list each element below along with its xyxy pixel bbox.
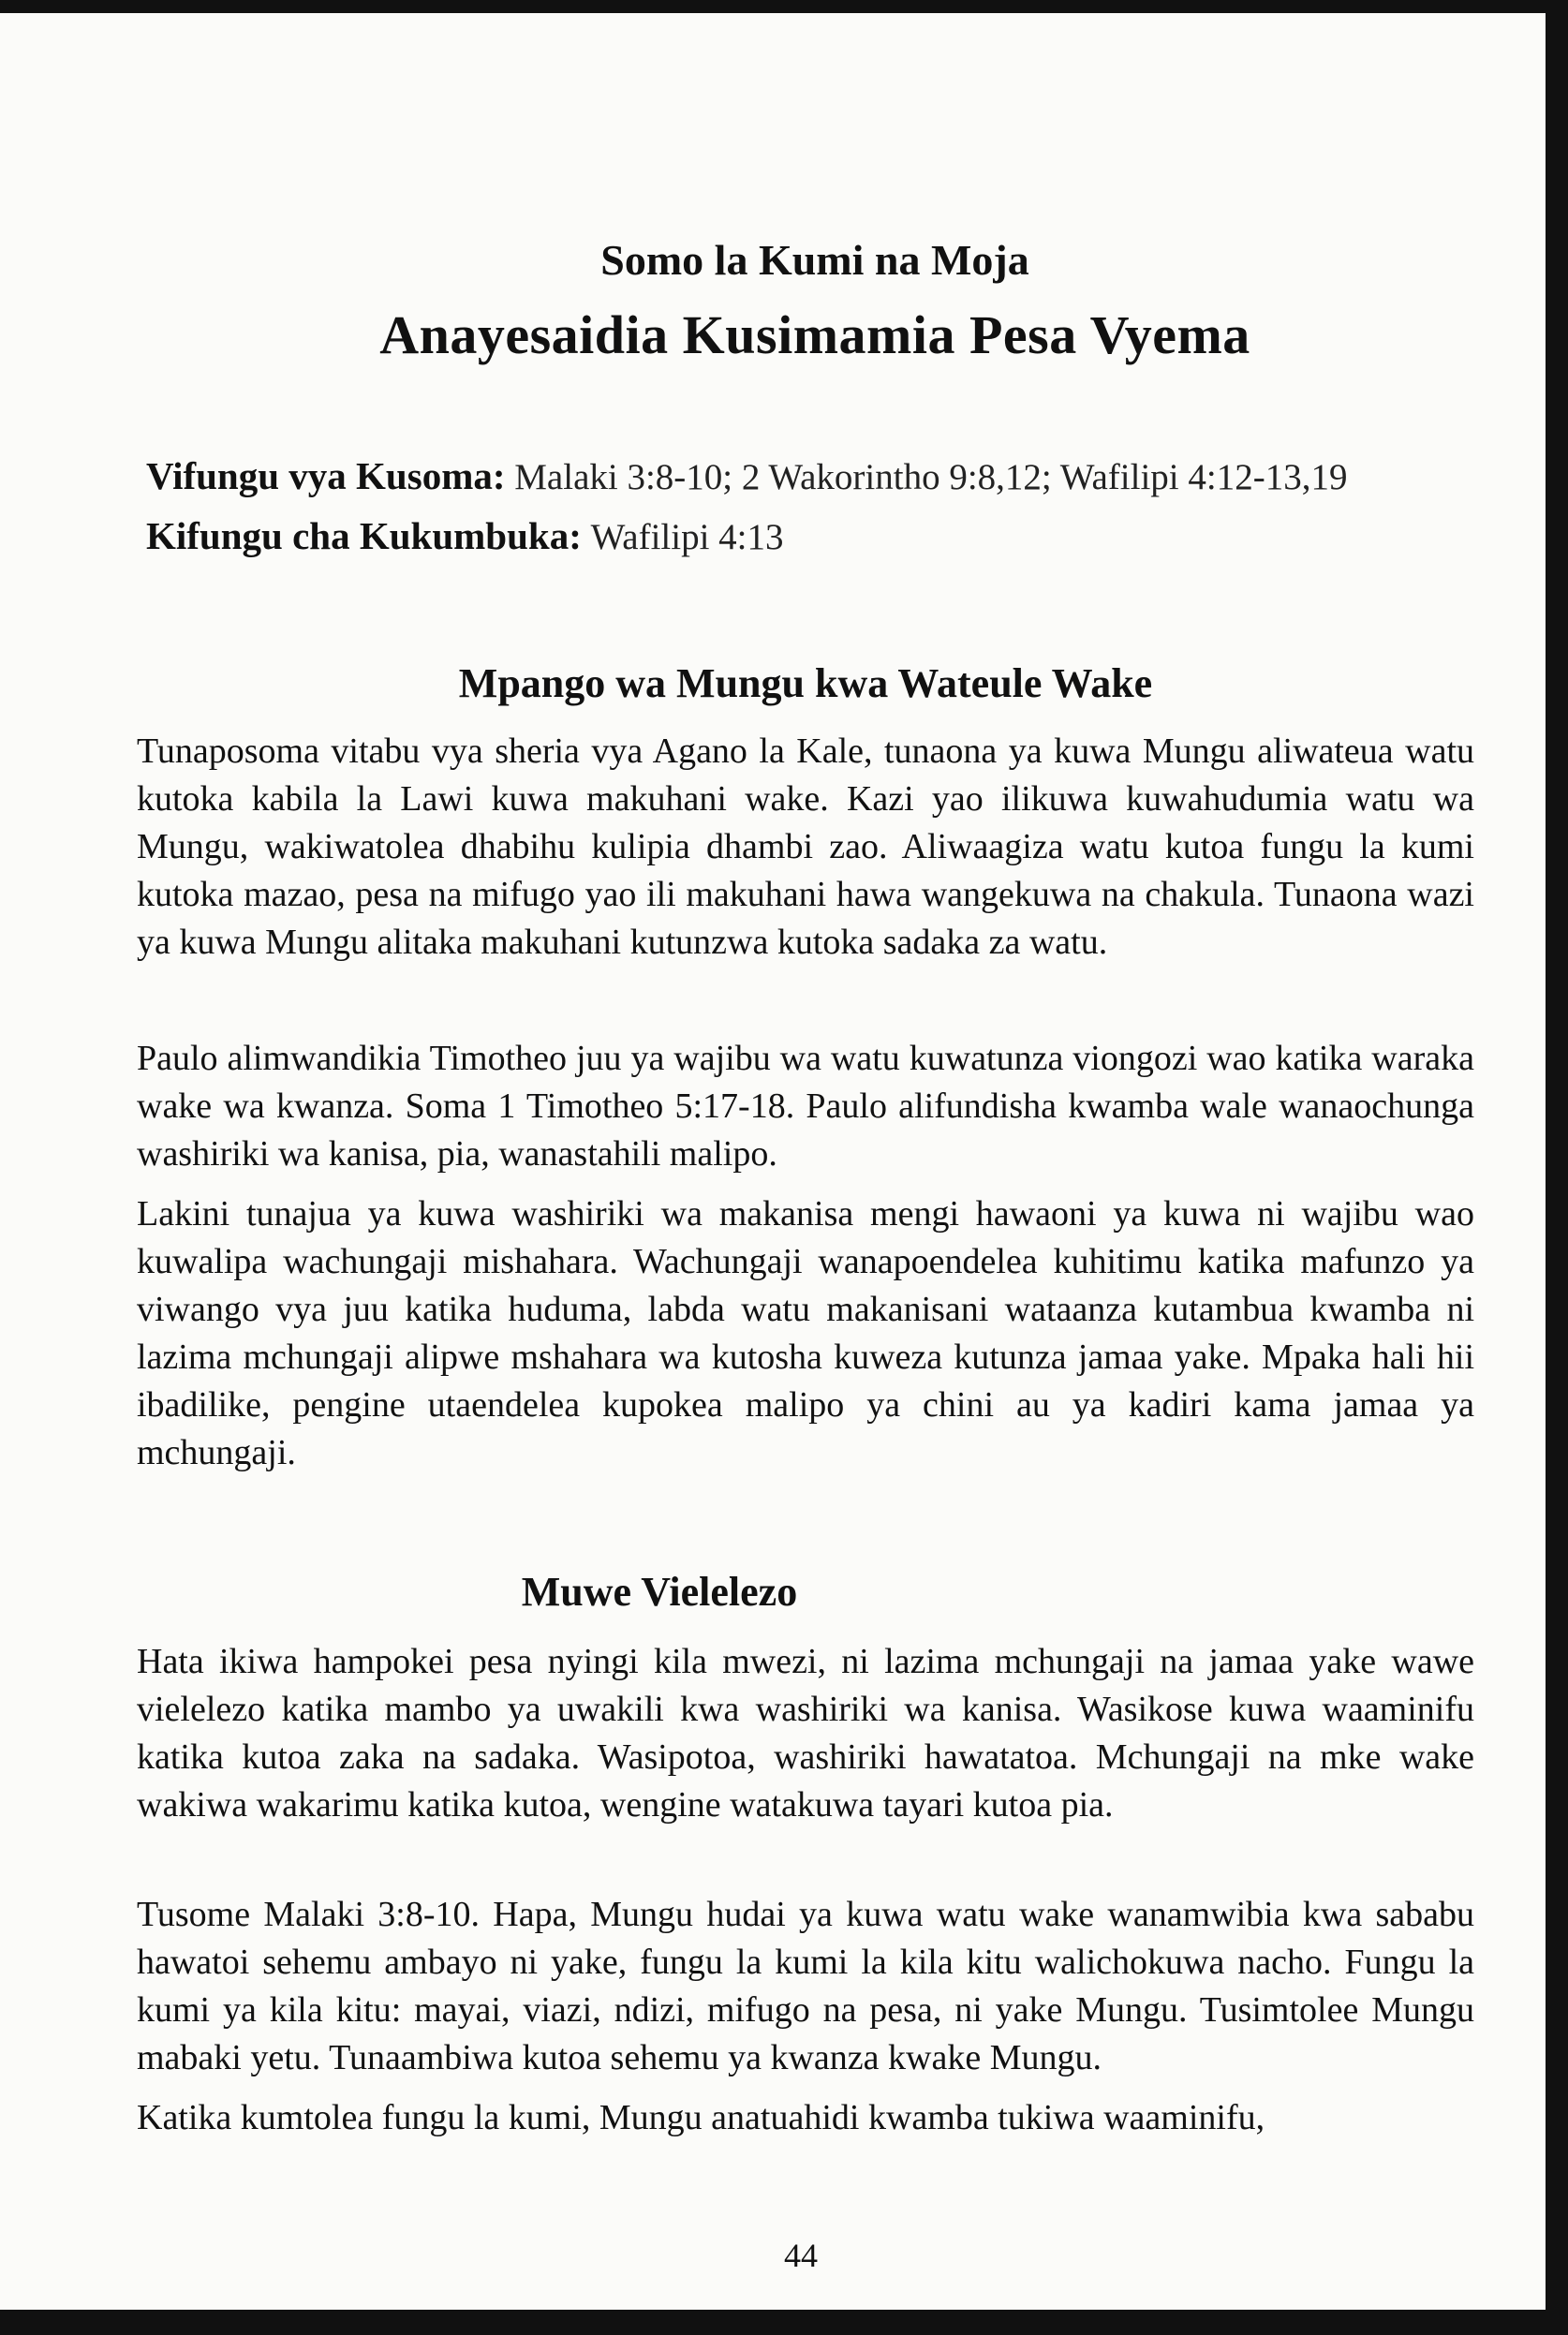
reading-reference-line bbox=[146, 447, 1476, 507]
paragraph: Tusome Malaki 3:8-10. Hapa, Mungu hudai ya kuwa watu wake wanamwibia kwa sababu hawatoi sehemu ambayo ni yake, fungu la kumi la kila kitu walichokuwa nacho. Fungu la kumi ya kila kitu: mayai, viazi, ndizi, mifugo na pesa, ni yake Mungu. Tusimtolee Mungu mabaki yetu. Tunaambiwa kutoa sehemu ya kwanza kwake Mungu. bbox=[137, 1895, 1474, 2077]
paragraph: Paulo alimwandikia Timotheo juu ya wajibu wa watu kuwatunza viongozi wao katika waraka wake wa kwanza. Soma 1 Timotheo 5:17-18. Paulo alifundisha kwamba wale wanaochunga washiriki wa kanisa, pia, wanastahili malipo. bbox=[137, 1039, 1474, 1174]
document-page bbox=[0, 13, 1546, 2310]
memory-value: Wafilipi 4:13 bbox=[590, 517, 784, 557]
paragraph: Katika kumtolea fungu la kumi, Mungu anatuahidi kwamba tukiwa waaminifu, bbox=[137, 2098, 1265, 2137]
main-title: Anayesaidia Kusimamia Pesa Vyema bbox=[379, 304, 1250, 365]
scripture-references bbox=[146, 447, 1476, 567]
section-heading: Muwe Vielelezo bbox=[521, 1569, 798, 1615]
paragraph: Lakini tunajua ya kuwa washiriki wa makanisa mengi hawaoni ya kuwa ni wajibu wao kuwalipa wachungaji mishahara. Wachungaji wanapoendelea kuhitimu katika mafunzo ya viwango vya juu katika huduma, labda watu makanisani wataanza kutambua kwamba ni lazima mchungaji alipwe mshahara wa kutosha kuweza kutunza jamaa yake. Mpaka hali hii ibadilike, pengine utaendelea kupokea malipo ya chini au ya kadiri kama jamaa ya mchungaji. bbox=[137, 1194, 1474, 1472]
memory-reference-line bbox=[146, 507, 1476, 567]
memory-label: Kifungu cha Kukumbuka: bbox=[146, 514, 582, 557]
lesson-title: Somo la Kumi na Moja bbox=[600, 236, 1029, 284]
scan-border-bottom bbox=[0, 2310, 1568, 2335]
scan-border-right bbox=[1546, 0, 1568, 2335]
page-number: 44 bbox=[784, 2237, 818, 2274]
reading-value: Malaki 3:8-10; 2 Wakorintho 9:8,12; Wafilipi 4:12-13,19 bbox=[514, 457, 1348, 497]
reading-label: Vifungu vya Kusoma: bbox=[146, 454, 506, 497]
section-heading: Mpango wa Mungu kwa Wateule Wake bbox=[458, 660, 1153, 706]
paragraph: Tunaposoma vitabu vya sheria vya Agano la Kale, tunaona ya kuwa Mungu aliwateua watu kutoka kabila la Lawi kuwa makuhani wake. Kazi yao ilikuwa kuwahudumia watu wa Mungu, wakiwatolea dhabihu kulipia dhambi zao. Aliwaagiza watu kutoa fungu la kumi kutoka mazao, pesa na mifugo yao ili makuhani hawa wangekuwa na chakula. Tunaona wazi ya kuwa Mungu alitaka makuhani kutunzwa kutoka sadaka za watu. bbox=[137, 732, 1474, 962]
paragraph: Hata ikiwa hampokei pesa nyingi kila mwezi, ni lazima mchungaji na jamaa yake wawe vielelezo katika mambo ya uwakili kwa washiriki wa kanisa. Wasikose kuwa waaminifu katika kutoa zaka na sadaka. Wasipotoa, washiriki hawatatoa. Mchungaji na mke wake wakiwa wakarimu katika kutoa, wengine watakuwa tayari kutoa pia. bbox=[137, 1642, 1474, 1825]
scan-border-top bbox=[0, 0, 1568, 13]
